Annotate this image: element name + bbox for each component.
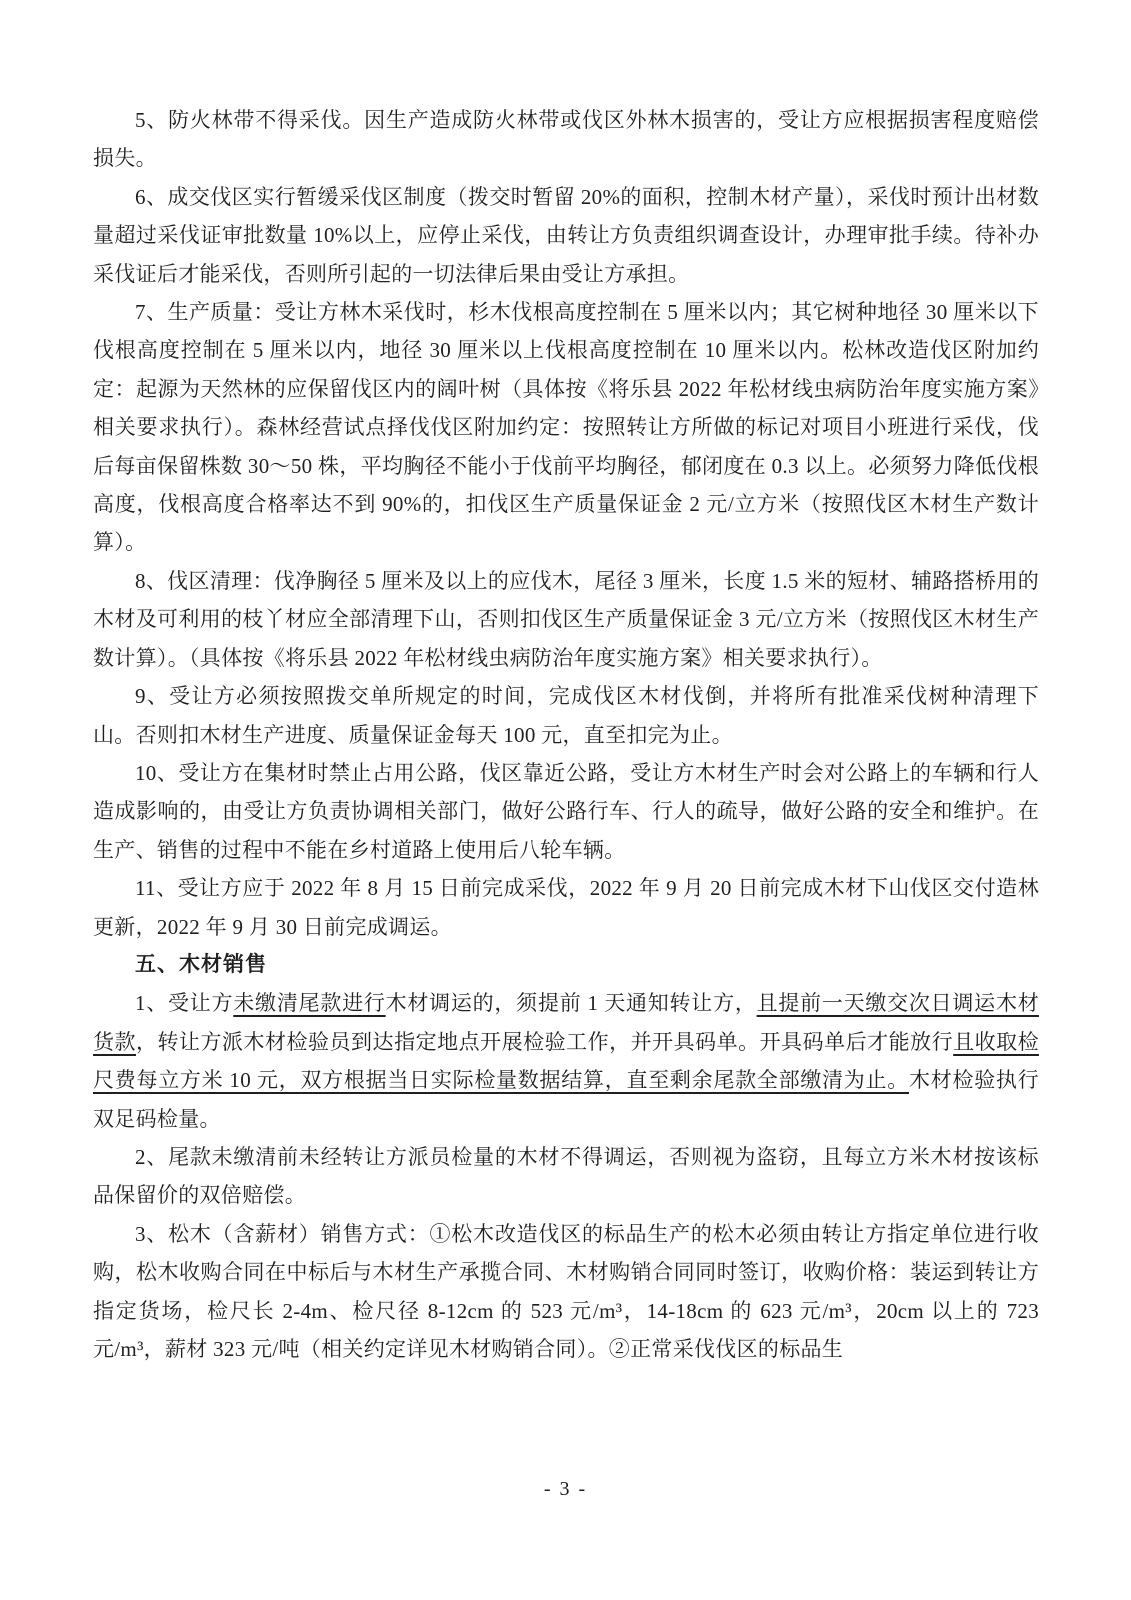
paragraph [93, 293, 1039, 562]
text-segment: 木材调运的，须提前 1 天通知转让方， [385, 991, 757, 1016]
text-segment: 7、生产质量：受让方林木采伐时，杉木伐根高度控制在 5 厘米以内；其它树种地径 30 厘米以下伐根高度控制在 5 厘米以内，地径 30 厘米以上伐根高度控制在 10 厘米以内。松林改造伐区附加约定：起源为天然林的应保留伐区内的阔叶树（具体按《将乐县 2022 年松材线虫病防治年度实施方案》相关要求执行）。森林经营试点择伐伐区附加约定：按照转让方所做的标记对项目小班进行采伐，伐后每亩保留株数 30～50 株，平均胸径不能小于伐前平均胸径，郁闭度在 0.3 以上。必须努力降低伐根高度，伐根高度合格率达不到 90%的，扣伐区生产质量保证金 2 元/立方米（按照伐区木材生产数计算）。 [93, 300, 1039, 555]
underlined-text: 且收取检尺费每立方米 10 元， [93, 1029, 1039, 1093]
text-segment: 1、受让方 [135, 991, 234, 1016]
paragraph [93, 754, 1039, 869]
text-segment: 2、尾款未缴清前未经转让方派员检量的木材不得调运，否则视为盗窃，且每立方米木材按该标品保留价的双倍赔偿。 [93, 1144, 1039, 1208]
paragraph [93, 984, 1039, 1138]
paragraph [93, 869, 1039, 946]
underlined-text: 且提前一天缴交次日调运木材货款 [93, 991, 1040, 1054]
paragraph [93, 1138, 1039, 1215]
section-heading [93, 946, 1039, 984]
text-segment: 10、受让方在集材时禁止占用公路，伐区靠近公路，受让方木材生产时会对公路上的车辆和行人造成影响的，由受让方负责协调相关部门，做好公路行车、行人的疏导，做好公路的安全和维护。在生产、销售的过程中不能在乡村道路上使用后八轮车辆。 [93, 760, 1039, 862]
underlined-text: 双方根据当日实际检量数据结算，直至剩余尾款全部缴清为止。 [300, 1068, 910, 1093]
paragraph [93, 1215, 1039, 1369]
text-segment: ，转让方派木材检验员到达指定地点开展检验工作，并开具码单。开具码单后才能放行 [136, 1029, 954, 1054]
text-segment: 五、木材销售 [135, 952, 267, 976]
paragraph [93, 562, 1039, 677]
text-segment: 木材检验执行双足码检量。 [93, 1068, 1039, 1131]
paragraph [93, 101, 1039, 178]
document-body [93, 101, 1039, 1368]
text-segment: 3、松木（含薪材）销售方式：①松木改造伐区的标品生产的松木必须由转让方指定单位进行收购，松木收购合同在中标后与木材生产承揽合同、木材购销合同同时签订，收购价格：装运到转让方指定货场，检尺长 2-4m、检尺径 8-12cm 的 523 元/m³，14-18cm 的 623 元/m³，20cm 以上的 723 元/m³，薪材 323 元/吨（相关约定详见木材购销合同）。②正常采伐伐区的标品生 [93, 1221, 1039, 1361]
paragraph [93, 178, 1039, 293]
text-segment: 8、伐区清理：伐净胸径 5 厘米及以上的应伐木，尾径 3 厘米，长度 1.5 米的短材、辅路搭桥用的木材及可利用的枝丫材应全部清理下山，否则扣伐区生产质量保证金 3 元/立方米（按照伐区木材生产数计算）。（具体按《将乐县 2022 年松材线虫病防治年度实施方案》相关要求执行）。 [93, 568, 1039, 670]
underlined-text: 未缴清尾款进行 [233, 991, 386, 1016]
page-number: - 3 - [543, 1478, 588, 1500]
text-segment: 6、成交伐区实行暂缓采伐区制度（拨交时暂留 20%的面积，控制木材产量），采伐时预计出材数量超过采伐证审批数量 10%以上，应停止采伐，由转让方负责组织调查设计，办理审批手续。待补办采伐证后才能采伐，否则所引起的一切法律后果由受让方承担。 [93, 184, 1039, 286]
text-segment: 5、防火林带不得采伐。因生产造成防火林带或伐区外林木损害的，受让方应根据损害程度赔偿损失。 [93, 108, 1039, 171]
text-segment: 11、受让方应于 2022 年 8 月 15 日前完成采伐，2022 年 9 月 20 日前完成木材下山伐区交付造林更新，2022 年 9 月 30 日前完成调运。 [93, 876, 1039, 939]
paragraph [93, 677, 1039, 754]
text-segment: 9、受让方必须按照拨交单所规定的时间，完成伐区木材伐倒，并将所有批准采伐树种清理下山。否则扣木材生产进度、质量保证金每天 100 元，直至扣完为止。 [93, 684, 1039, 747]
